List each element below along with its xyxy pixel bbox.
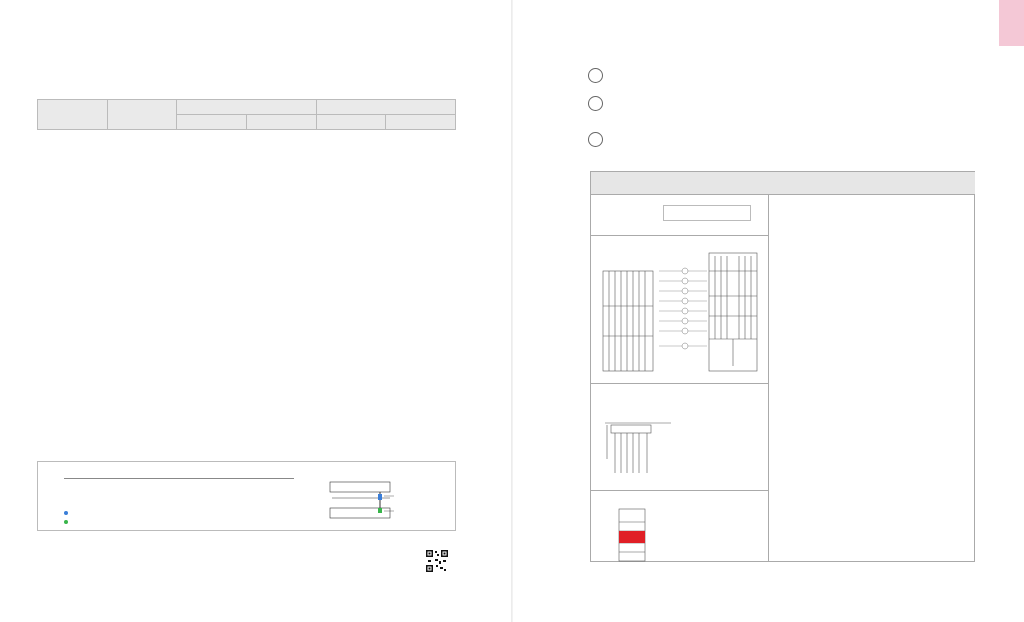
cabinet-position-illustration (609, 507, 649, 562)
sheet-left-column (591, 195, 769, 562)
w90-header (177, 100, 316, 115)
col-white-oak-120 (316, 115, 386, 130)
product-price-table (37, 99, 456, 130)
connection-note-box (37, 461, 456, 531)
adjuster-description (677, 411, 765, 419)
section-divider (591, 235, 769, 236)
page-gutter (511, 0, 513, 622)
joint-diagram (328, 468, 438, 530)
concave-dot-icon (64, 520, 68, 524)
blank-header (107, 100, 177, 130)
w120-header (316, 100, 455, 115)
section-divider (591, 383, 769, 384)
combination-example-illustration (599, 251, 764, 381)
step-badge (588, 96, 603, 111)
adjuster-illustration (601, 413, 673, 479)
convex-dot-icon (64, 511, 68, 515)
ceiling-height-input[interactable] (663, 205, 751, 221)
qr-code-icon[interactable] (425, 549, 449, 573)
heading-rule (64, 478, 294, 479)
section-tab (999, 0, 1024, 46)
col-walnut-90 (246, 115, 316, 130)
step-badge (588, 132, 603, 147)
order-sheet-form (590, 171, 975, 562)
step-badge (588, 68, 603, 83)
sheet-header (591, 172, 975, 195)
connection-line (64, 511, 69, 517)
col-walnut-120 (386, 115, 456, 130)
section-divider (591, 490, 769, 491)
joint-diagram-svg (328, 468, 438, 530)
col-white-oak-90 (177, 115, 247, 130)
connection-line (64, 520, 69, 526)
blank-header (38, 100, 108, 130)
